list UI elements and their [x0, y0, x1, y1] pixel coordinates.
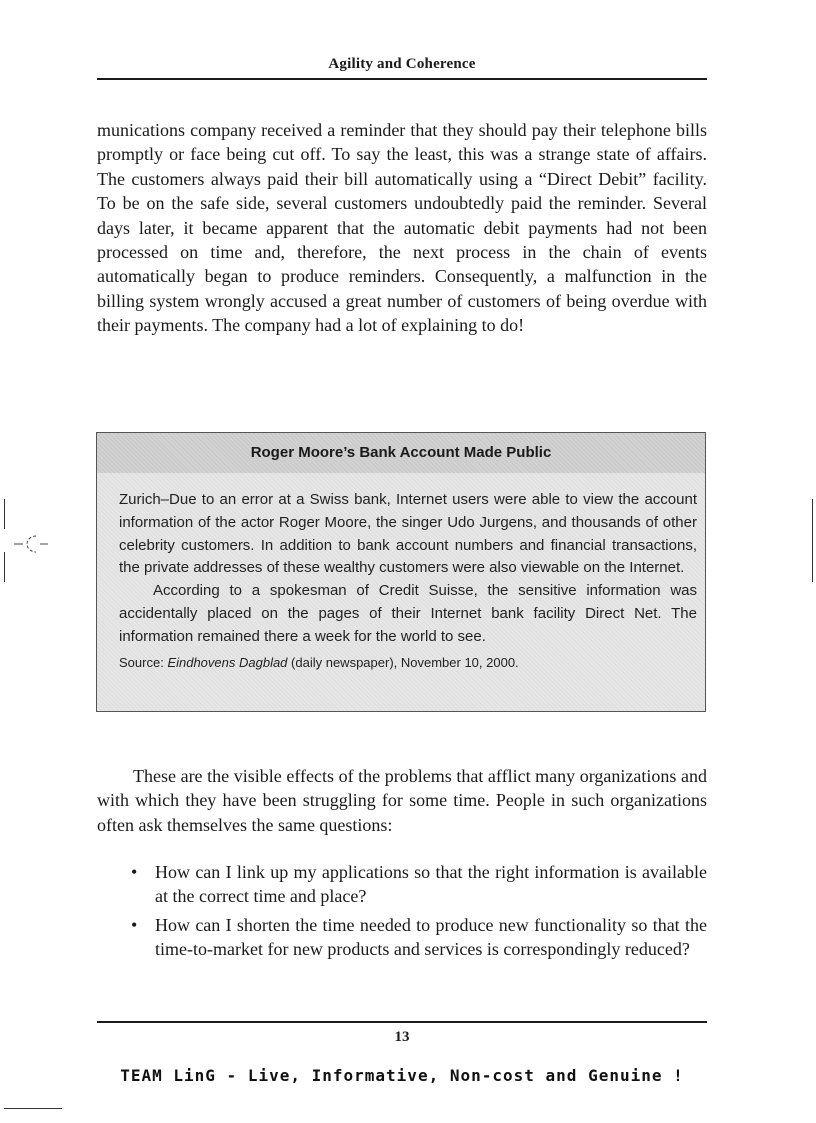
source-label: Source: [119, 654, 164, 670]
footer-rule [97, 1021, 707, 1023]
header-rule [97, 78, 707, 80]
bullet-icon: • [131, 914, 138, 935]
source-details: (daily newspaper), November 10, 2000. [291, 654, 519, 670]
sidebar-paragraph-2: According to a spokesman of Credit Suisse, the sensitive information was accidentally placed on the pages of their Internet bank facility Direct Net. The information remained there a week for the world to see. [119, 582, 697, 645]
list-item [97, 913, 707, 962]
watermark-text: TEAM LinG - Live, Informative, Non-cost and Genuine ! [120, 1066, 684, 1085]
sidebar-title: Roger Moore’s Bank Account Made Public [97, 433, 705, 473]
body-paragraph-2: These are the visible effects of the problems that afflict many organizations and with which they have been struggling for some time. People in such organizations often ask themselves the same questions: [97, 766, 707, 835]
crop-mark-top [4, 499, 5, 529]
crop-mark-right [812, 499, 813, 582]
sidebar-paragraph-1: Zurich–Due to an error at a Swiss bank, Internet users were able to view the account information of the actor Roger Moore, the singer Udo Jurgens, and thousands of other celebrity customers. In addition to bank account numbers and financial transactions, the private addresses of these wealthy customers were also viewable on the Internet. [119, 491, 697, 577]
list-item-text: How can I link up my applications so that the right information is available at the correct time and place? [155, 862, 707, 907]
page-number: 13 [394, 1029, 410, 1045]
running-head: Agility and Coherence [328, 56, 476, 72]
registration-mark-icon [14, 532, 50, 554]
body-paragraph-1: munications company received a reminder that they should pay their telephone bills promptly or face being cut off. To say the least, this was a strange state of affairs. The customers always paid their bill automatically using a “Direct Debit” facility. To be on the safe side, several customers undoubtedly paid the reminder. Several days later, it became apparent that the automatic debit payments had not been processed on time and, therefore, the next process in the chain of events automatically began to produce reminders. Consequently, a malfunction in the billing system wrongly accused a great number of customers of being overdue with their payments. The company had a lot of explaining to do! [97, 120, 707, 336]
sidebar-source [119, 653, 697, 673]
list-item [97, 860, 707, 909]
bullet-icon: • [131, 862, 138, 882]
source-publication: Eindhovens Dagblad [167, 654, 288, 670]
sidebar-box [96, 432, 706, 712]
question-list [97, 860, 707, 966]
corner-rule [4, 1108, 62, 1109]
sidebar-body [97, 473, 705, 673]
crop-mark-bottom [4, 552, 5, 582]
list-item-text: How can I shorten the time needed to produce new functionality so that the time-to-market for new products and services is correspondingly reduced? [155, 914, 707, 960]
